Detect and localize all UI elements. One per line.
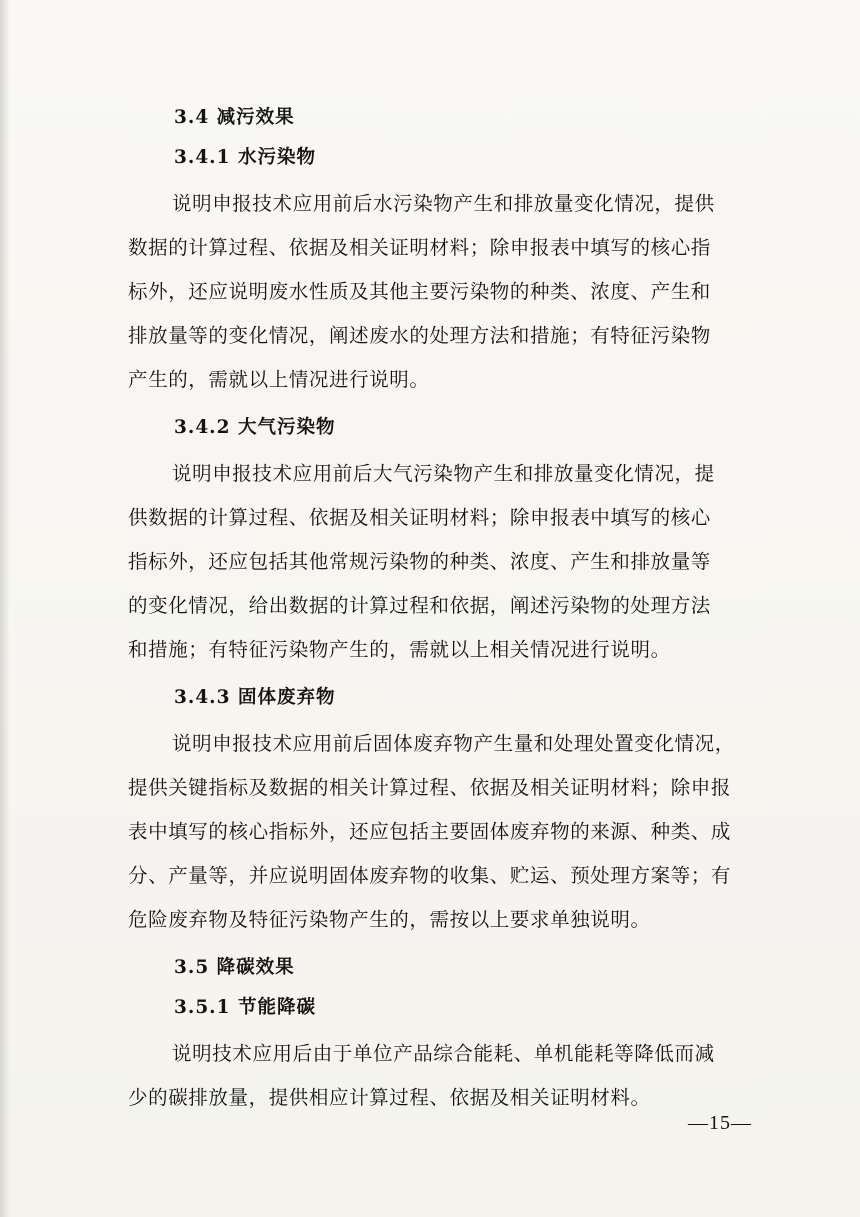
paragraph-line: 分、产量等，并应说明固体废弃物的收集、贮运、预处理方案等；有 [128,864,732,887]
section-heading-3-5: 3.5 降碳效果 [174,957,295,978]
paragraph-line: 少的碳排放量，提供相应计算过程、依据及相关证明材料。 [128,1086,651,1109]
paragraph-line: 危险废弃物及特征污染物产生的，需按以上要求单独说明。 [128,908,651,931]
paragraph-line: 表中填写的核心指标外，还应包括主要固体废弃物的来源、种类、成 [128,820,732,843]
section-heading-3-4-2: 3.4.2 大气污染物 [174,417,336,438]
section-heading-3-5-1: 3.5.1 节能降碳 [174,997,316,1018]
paragraph-line: 提供关键指标及数据的相关计算过程、依据及相关证明材料；除申报 [128,776,732,799]
paragraph-water-pollutants [128,182,768,402]
paragraph-line: 的变化情况，给出数据的计算过程和依据，阐述污染物的处理方法 [128,594,711,617]
paragraph-line: 数据的计算过程、依据及相关证明材料；除申报表中填写的核心指 [128,236,711,259]
paragraph-energy-saving [128,1032,768,1120]
scan-edge-shadow [0,0,10,1217]
paragraph-line: 和措施；有特征污染物产生的，需就以上相关情况进行说明。 [128,638,671,661]
document-body [128,98,768,1126]
paragraph-line: 标外，还应说明废水性质及其他主要污染物的种类、浓度、产生和 [128,280,711,303]
paragraph-line: 说明技术应用后由于单位产品综合能耗、单机能耗等降低而减 [172,1042,715,1065]
paragraph-line: 说明申报技术应用前后固体废弃物产生量和处理处置变化情况， [172,732,735,755]
page-number: —15— [688,1112,752,1134]
section-heading-3-4-3: 3.4.3 固体废弃物 [174,687,336,708]
paragraph-line: 说明申报技术应用前后大气污染物产生和排放量变化情况，提 [172,462,715,485]
section-heading-3-4: 3.4 减污效果 [174,107,295,128]
paragraph-line: 指标外，还应包括其他常规污染物的种类、浓度、产生和排放量等 [128,550,711,573]
section-heading-3-4-1: 3.4.1 水污染物 [174,147,316,168]
paragraph-line: 说明申报技术应用前后水污染物产生和排放量变化情况，提供 [172,192,715,215]
paragraph-line: 产生的，需就以上情况进行说明。 [128,368,430,391]
paragraph-line: 供数据的计算过程、依据及相关证明材料；除申报表中填写的核心 [128,506,711,529]
paragraph-line: 排放量等的变化情况，阐述废水的处理方法和措施；有特征污染物 [128,324,711,347]
paragraph-solid-waste [128,722,768,942]
paragraph-air-pollutants [128,452,768,672]
